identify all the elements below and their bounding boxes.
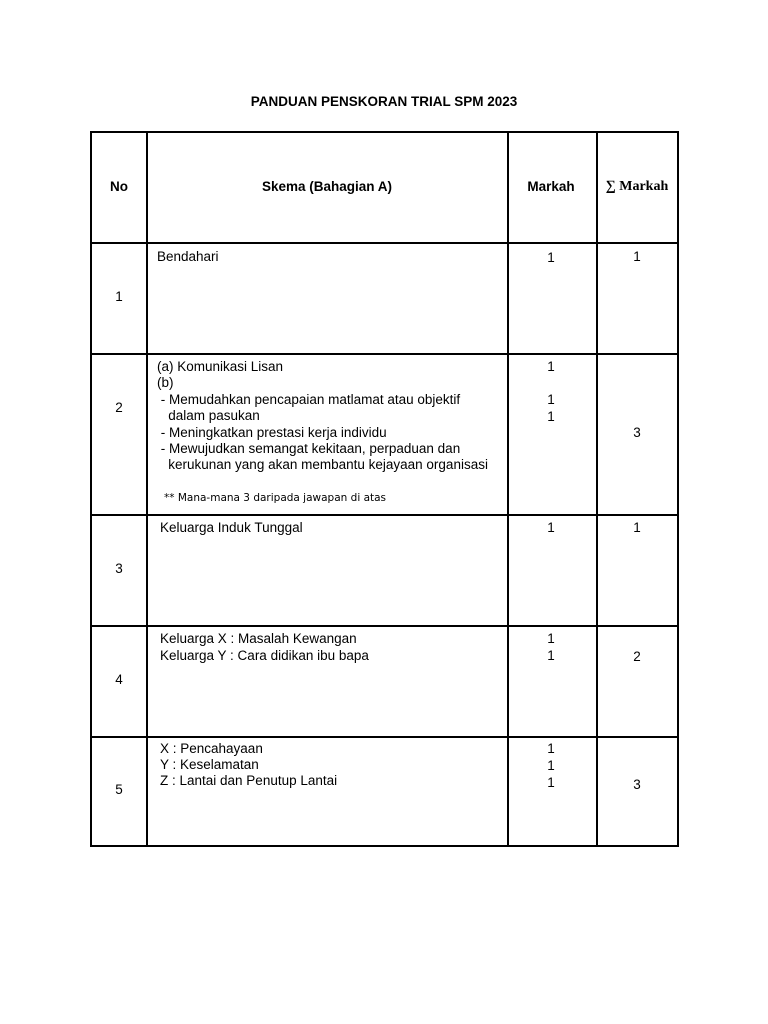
answer-line: dalam pasukan: [157, 408, 260, 423]
answer-line: - Meningkatkan prestasi kerja individu: [157, 425, 387, 440]
answer-line: Keluarga Induk Tunggal: [160, 520, 303, 535]
row-divider: [90, 242, 679, 244]
table-border: [90, 131, 92, 846]
mark: 1: [547, 741, 555, 756]
mark: 1: [547, 631, 555, 646]
answer-line: (b): [157, 375, 174, 390]
mark: 1: [547, 648, 555, 663]
answer-line: Bendahari: [157, 249, 219, 264]
row-divider: [90, 625, 679, 627]
answer-line: - Mewujudkan semangat kekitaan, perpaduan dan: [157, 441, 461, 456]
total-mark: 1: [633, 249, 641, 264]
row-divider: [90, 353, 679, 355]
row-number: 4: [115, 672, 123, 687]
row-number: 2: [115, 400, 123, 415]
answer-line: X : Pencahayaan: [160, 741, 263, 756]
total-mark: 1: [633, 520, 641, 535]
row-divider: [90, 736, 679, 738]
answer-line: kerukunan yang akan membantu kejayaan organisasi: [157, 457, 488, 472]
table-border: [677, 131, 679, 846]
answer-note: ** Mana-mana 3 daripada jawapan di atas: [164, 492, 387, 504]
mark: 1: [547, 775, 555, 790]
row-number: 3: [115, 561, 123, 576]
mark: 1: [547, 520, 555, 535]
total-mark: 2: [633, 649, 641, 664]
column-divider: [146, 131, 148, 846]
row-divider: [90, 514, 679, 516]
column-divider: [507, 131, 509, 846]
row-number: 1: [115, 289, 123, 304]
answer-line: - Memudahkan pencapaian matlamat atau objektif: [157, 392, 461, 407]
mark: 1: [547, 758, 555, 773]
answer-line: (a) Komunikasi Lisan: [157, 359, 284, 374]
answer-line: Y : Keselamatan: [160, 757, 259, 772]
header-markah: Markah: [527, 179, 575, 194]
table-border: [90, 845, 679, 847]
header-no: No: [110, 179, 128, 194]
header-total-markah: ∑ Markah: [605, 179, 669, 194]
total-mark: 3: [633, 425, 641, 440]
total-mark: 3: [633, 777, 641, 792]
row-divider: [90, 131, 679, 133]
mark: 1: [547, 250, 555, 265]
mark: 1: [547, 359, 555, 374]
answer-line: Z : Lantai dan Penutup Lantai: [160, 773, 338, 788]
mark: 1: [547, 409, 555, 424]
answer-line: Keluarga X : Masalah Kewangan: [160, 631, 357, 646]
page-title: PANDUAN PENSKORAN TRIAL SPM 2023: [250, 94, 518, 109]
answer-line: Keluarga Y : Cara didikan ibu bapa: [160, 648, 369, 663]
mark: 1: [547, 392, 555, 407]
row-number: 5: [115, 782, 123, 797]
column-divider: [596, 131, 598, 846]
header-skema: Skema (Bahagian A): [261, 179, 393, 194]
